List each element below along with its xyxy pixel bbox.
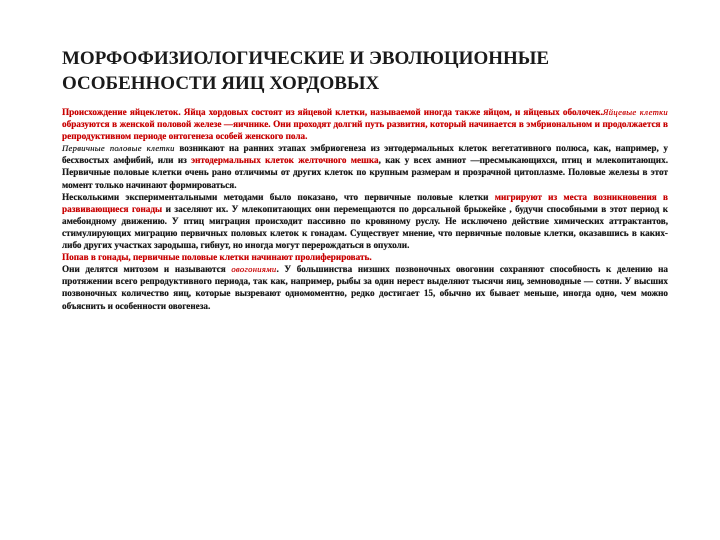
migration-highlight: мигрируют из места возникновения в развивающиеся гонады [62, 191, 668, 214]
origin-intro: Происхождение яйцеклеток. Яйца хордовых состоят из яйцевой клетки, называемой иногда также яйцом, и яйцевых оболочек. [62, 107, 603, 117]
paragraph-proliferation: Попав в гонады, первичные половые клетки начинают пролиферировать. [62, 252, 372, 263]
primary-cells-term: Первичные половые клетки [62, 143, 175, 154]
paragraph-migration [62, 191, 668, 251]
paragraph-oogonia [62, 263, 668, 311]
oogonia-term: овогониями [231, 264, 277, 275]
paragraph-primary-cells [62, 142, 668, 190]
body-text [62, 106, 668, 312]
egg-cells-term: Яйцевые клетки [602, 107, 668, 117]
primary-cells-text: возникают на ранних этапах эмбриогенеза из энтодермальных клеток вегетативного полюса, как, например, у бесхвостых амфибий, или из [62, 143, 668, 166]
migration-rest: и заселяют их. У млекопитающих они перемещаются по дорсальной брыжейке , будучи способными в этот период к амебоидному движению. У птиц миграция происходит пассивно по кровяному руслу. Не исключено действие химических аттрактантов, стимулирующих миграцию первичных половых клеток к гонадам. Существует мнение, что первичные половые клетки, оказавшись в каких-либо других участках зародыша, гибнут, но иногда могут перерождаться в опухоли. [62, 203, 669, 251]
paragraph-origin [62, 106, 668, 142]
title-line-2: ОСОБЕННОСТИ ЯИЦ ХОРДОВЫХ [62, 73, 380, 94]
oogonia-rest: . У большинства низших позвоночных овогонии сохраняют способность к делению на протяжении всего репродуктивного периода, так как, например, рыбы за один нерест выделяют тысячи яиц, земноводные — сотни. У высших позвоночных количество яиц, которые вызревают одномоментно, редко достигает 15, обычно их бывает меньше, иногда одно, чем можно объяснить и особенности овогенеза. [62, 264, 668, 311]
origin-rest: образуются в женской половой железе —яичнике. Они проходят долгий путь развития, который начинается в эмбриональном и продолжается в репродуктивном периоде онтогенеза особей женского пола. [62, 119, 668, 142]
title-line-1: МОРФОФИЗИОЛОГИЧЕСКИЕ И ЭВОЛЮЦИОННЫЕ [62, 48, 550, 69]
oogonia-intro: Они делятся митозом и называются [62, 264, 232, 275]
primary-cells-rest: , как у всех амниот —пресмыкающихся, птиц и млекопитающих. Первичные половые клетки очень рано отличимы от других клеток по крупным размерам и прозрачной цитоплазме. Половые железы в этот момент только начинают формироваться. [62, 155, 668, 190]
migration-intro: Несколькими экспериментальными методами было показано, что первичные половые клетки [62, 191, 495, 202]
page-title [62, 46, 682, 96]
yolk-sac-highlight: энтодермальных клеток желточного мешка [191, 155, 379, 166]
